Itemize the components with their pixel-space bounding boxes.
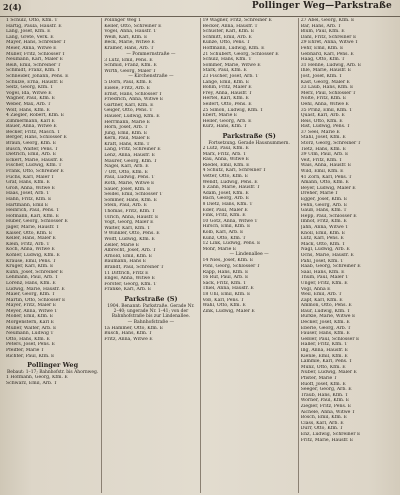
directory-entry: Kurz, Hans, Kfm. T xyxy=(202,124,247,130)
directory-entry: Lange, Emil, Kfm. E xyxy=(202,79,250,85)
directory-entry: Lämmle, Karl, Pens. T xyxy=(300,359,353,365)
directory-entry: Thum, Paul, Maler T xyxy=(300,275,349,281)
directory-entry: Schulz, Hans, Kfm. T xyxy=(202,57,252,63)
directory-entry: Weber, Max, Arb. T xyxy=(6,101,51,107)
directory-entry: Rau, Anna, Witwe E xyxy=(202,157,249,163)
directory-entry: Hirsch, Emil, Kfm. E xyxy=(202,224,251,230)
directory-entry: Peters, Josef, Pens. E xyxy=(6,342,55,348)
column-4 xyxy=(299,18,396,493)
directory-entry: Ernst, Hans, Schlosser T xyxy=(104,91,162,97)
directory-entry: Otto, Hans, Kfm. E xyxy=(6,336,50,342)
directory-entry: 14 Nies, Josef, Kfm. E xyxy=(202,258,254,264)
directory-entry: Seeger, Georg, Arb. E xyxy=(300,387,352,393)
directory-entry: 3 Lutz, Emil, Pens. E xyxy=(104,57,153,63)
directory-entry: Geiger, Otto, Pens. T xyxy=(104,108,153,114)
directory-entry: Lorenz, Hans, Kfm. E xyxy=(6,280,56,286)
directory-entry: Illg, Anna, Hausfr. E xyxy=(300,348,348,354)
directory-entry: 23 Fischer, Josef, Arb. T xyxy=(202,73,259,79)
column-1 xyxy=(4,18,102,493)
directory-entry: Dietrich, Emil, Arb. E xyxy=(6,152,57,158)
directory-entry: Merz, Paul, Schlosser T xyxy=(300,90,356,96)
directory-entry: Busch, Walter, Pens. T xyxy=(6,146,58,152)
directory-entry: Sommer, Hans, Kfm. E xyxy=(104,197,157,203)
directory-entry: Krüger, Karl, Kfm. E xyxy=(6,264,54,270)
directory-entry: Koch, Anna, Witwe E xyxy=(6,247,55,253)
directory-entry: 27 Abel, Georg, Kfm. E xyxy=(300,18,355,23)
directory-entry: Wahl, Otto, Kfm. E xyxy=(202,303,246,309)
directory-entry: Kast, Georg, Maler E xyxy=(300,79,350,85)
directory-entry: Braun, Georg, Kfm. E xyxy=(6,141,57,147)
directory-entry: Hertel, Karl, Kfm. E xyxy=(202,96,249,102)
directory-entry: 37 Seel, Marie E xyxy=(300,129,340,135)
directory-entry: Munz, Otto, Kfm. E xyxy=(300,364,346,370)
directory-entry: Walter, Karl, Kfm. T xyxy=(104,225,151,231)
section-note: Fortsetzung. Gerade Hausnummern. xyxy=(208,140,290,146)
directory-entry: Wagner, Paul, Kfm. E xyxy=(6,96,56,102)
directory-entry: Schmidt, Franz, Kfm. T xyxy=(6,68,61,74)
directory-entry: Haller, Fritz, Kfm. T xyxy=(300,342,348,348)
directory-entry: Bär, Hans, Arb. T xyxy=(300,23,341,29)
directory-entry: Kienle, Emil, Kfm. E xyxy=(300,353,348,359)
directory-entry: 25 Simon, Ludwig, Kfm. T xyxy=(202,107,264,113)
directory-entry: Traub, Hans, Kfm. T xyxy=(300,392,349,398)
directory-entry: Seifert, Otto, Pens. E xyxy=(202,101,252,107)
directory-entry: Mohr, Marie E xyxy=(202,246,237,252)
column-3 xyxy=(201,18,299,493)
directory-entry: Marx, Fritz, Arb. T xyxy=(202,151,247,157)
directory-entry: Sack, Fritz, Kfm. T xyxy=(202,280,247,286)
directory-entry: Meier, Anna, Witwe E xyxy=(6,45,57,51)
directory-entry: Vogt, Georg, Maler E xyxy=(104,220,154,226)
directory-entry: Rist, Ludwig, Pens. T xyxy=(300,124,350,130)
directory-entry: Nagel, Karl, Arb. E xyxy=(104,164,149,170)
directory-entry: Schuster, Karl, Kfm. E xyxy=(202,29,255,35)
directory-entry: 41 Zorn, Karl, Pens. T xyxy=(300,174,352,180)
directory-entry: Wirth, Georg, Maler T xyxy=(104,68,156,74)
directory-entry: Sauer, Josef, Kfm. E xyxy=(104,186,151,192)
directory-entry: Wolff, Ludwig, Kfm. E xyxy=(104,236,155,242)
directory-entry: Franke, Karl, Arb. E xyxy=(104,287,152,293)
directory-entry: Ochs, Marie, Hausfr. E xyxy=(300,252,354,258)
directory-entry: Fritz, Anna, Witwe E xyxy=(104,336,153,342)
directory-entry: Lang, Josef, Kfm. E xyxy=(6,29,51,35)
directory-entry: Busch, Hans, Kfm. T xyxy=(104,331,152,337)
directory-entry: Baur, Ludwig, Kfm. T xyxy=(300,308,351,314)
directory-entry: Seidel, Emil, Schlosser T xyxy=(104,192,163,198)
directory-entry: Köhler, Ludwig, Kfm. E xyxy=(6,252,60,258)
directory-entry: Wais, Anna, Hausfr. E xyxy=(300,163,352,169)
directory-entry: Jost, Josef, Kfm. T xyxy=(300,73,343,79)
directory-entry: Ruoff, Josef, Kfm. E xyxy=(300,381,346,387)
directory-entry: Beyer, Ludwig, Maler E xyxy=(300,185,356,191)
directory-entry: Knoll, Emil, Kfm. E xyxy=(300,230,346,236)
street-divider: — Lindenallee — xyxy=(229,252,269,258)
directory-entry: Baumann, Hans E xyxy=(104,259,147,265)
directory-entry: Mayer, Fritz, Maler E xyxy=(6,303,57,309)
directory-entry: Engel, Anna, Witwe E xyxy=(104,276,155,282)
directory-entry: Bosch, Emil, Kfm. E xyxy=(300,415,348,421)
directory-entry: Gauß, Hans, Kfm. T xyxy=(300,208,347,214)
directory-entry: Huber, Georg, Schlosser E xyxy=(6,219,68,225)
columns-container xyxy=(4,18,396,493)
directory-entry: Böhm, Fritz, Maler E xyxy=(202,85,252,91)
directory-entry: Zeller, Marie E xyxy=(104,242,140,248)
directory-entry: Kunze, Otto, Pens. T xyxy=(202,40,250,46)
directory-entry: Storz, Georg, Schreiner T xyxy=(300,141,361,147)
directory-entry: Meyer, Anna, Witwe T xyxy=(6,308,58,314)
directory-entry: Riedel, Emil, Kfm. E xyxy=(202,162,250,168)
directory-entry: Brandt, Paul, Schreiner T xyxy=(104,264,164,270)
directory-entry: Gebhard, Karl, Pens. E xyxy=(300,51,354,57)
directory-entry: 11 Dittrich, Fritz E xyxy=(104,270,149,276)
street-divider: — Kirchenstraße — xyxy=(128,74,174,80)
directory-entry: 29 Ehret, Anna, Witwe T xyxy=(300,40,359,46)
directory-entry: Müller, Walter, Arb. E xyxy=(6,325,57,331)
directory-entry: Imhof, Fritz, Kfm. E xyxy=(300,219,347,225)
directory-entry: Pfister, Marie T xyxy=(300,376,337,381)
directory-entry: Neumann, Karl, Maler E xyxy=(6,57,64,63)
directory-entry: Wild, Emil, Kfm. E xyxy=(300,169,344,175)
directory-entry: Müller, Fritz, Schlosser T xyxy=(6,51,66,57)
directory-entry: Graf, Hans, Kfm. E xyxy=(6,180,50,186)
directory-entry: Wörner, Paul, Kfm. E xyxy=(300,398,350,404)
directory-entry: Neumann, Ludwig T xyxy=(6,331,54,337)
section-note: Bebaut: 1–17; Bahnhofstr. bis Ahornweg. xyxy=(7,370,99,376)
directory-entry: 31 Henne, Ludwig, Arb. E xyxy=(300,62,362,68)
directory-entry: Mack, Otto, Kfm. T xyxy=(300,241,346,247)
directory-entry: Möller, Emil, Kfm. E xyxy=(6,314,54,320)
directory-entry: 4 Ziegler, Robert, Kfm. E xyxy=(6,113,65,119)
directory-entry: Jahn, Anna, Witwe T xyxy=(300,224,349,230)
directory-entry: Haas, Josef, Arb. T xyxy=(6,191,50,197)
directory-entry: Weil, Emil, Arb. T xyxy=(300,292,342,298)
directory-entry: Stark, Paul, Kfm. E xyxy=(202,68,247,74)
directory-entry: Dürr, Otto, Kfm. T xyxy=(300,426,343,432)
directory-entry: Fehr, Emil, Kfm. E xyxy=(300,45,344,51)
directory-entry: Ziegler, Fritz, Pens. E xyxy=(300,403,352,409)
directory-entry: Ammon, Otto, Pens. E xyxy=(300,303,352,309)
directory-entry: Eder, Paul, Maler E xyxy=(202,207,248,213)
directory-entry: Vogl, Anna E xyxy=(300,286,331,292)
column-2 xyxy=(102,18,200,493)
directory-entry: Vogel, Ida, Witwe E xyxy=(6,90,52,96)
directory-entry: Roth, Marie, Witwe E xyxy=(104,181,155,187)
directory-entry: Saal, Hans, Kfm. E xyxy=(300,269,345,275)
directory-entry: Thomas, Fritz, Kfm. T xyxy=(104,209,155,214)
directory-entry: Fritz, Marie, Hausfr. E xyxy=(300,437,354,443)
directory-entry: Kolb, Karl, Arb. E xyxy=(202,229,244,235)
directory-entry: Weiß, Karl, Kfm. E xyxy=(104,34,148,40)
directory-entry: Maurer, Georg, Kfm. T xyxy=(104,158,157,164)
directory-entry: Richter, Paul, Kfm. E xyxy=(6,353,55,359)
directory-entry: Bürkle, Marie, Witwe E xyxy=(300,314,356,320)
directory-entry: Kuhn, Josef, Schreiner E xyxy=(6,269,64,275)
directory-entry: Vetter, Otto, Kfm. E xyxy=(202,174,249,180)
page-header xyxy=(0,0,400,17)
directory-entry: Dreher, Marie T xyxy=(300,191,338,197)
directory-entry: 5 Dorn, Paul, Kfm. E xyxy=(104,80,152,86)
directory-entry: Schwarz, Emil, Arb. T xyxy=(6,381,57,387)
directory-entry: 19 Wagner, Fritz, Schreiner E xyxy=(202,18,272,23)
directory-entry: Fauser, Hans, Kfm. E xyxy=(300,331,350,337)
directory-entry: Enz, Ludwig, Schreiner E xyxy=(300,431,361,437)
directory-entry: 39 Ulm, Paul, Arb. E xyxy=(300,152,349,158)
directory-entry: Förster, Georg, Kfm. T xyxy=(104,281,157,287)
directory-entry: Gärtner, Karl, Kfm. E xyxy=(104,102,154,108)
directory-entry: Class, Karl, Arb. E xyxy=(300,420,344,426)
directory-entry: Nolte, Fritz, Kfm. E xyxy=(300,96,347,102)
directory-entry: Maier, Georg, Kfm. T xyxy=(6,292,55,298)
directory-entry: Beck, Marie, Witwe E xyxy=(104,40,155,46)
directory-entry: Paul, Ludwig, Pens. T xyxy=(104,175,155,181)
directory-entry: Bauer, Anna, Witwe E xyxy=(6,124,57,130)
directory-entry: Egger, Josef, Kfm. E xyxy=(300,197,348,202)
directory-entry: Ludwig, Marie, Hausfr. E xyxy=(6,286,65,292)
directory-entry: Keller, Otto, Schreiner E xyxy=(104,23,162,29)
directory-entry: 33 Laub, Hans, Kfm. E xyxy=(300,85,354,91)
directory-entry: Bach, Georg, Arb. E xyxy=(202,196,250,202)
directory-entry: Sommer, Marie, Witwe E xyxy=(202,62,261,68)
directory-entry: Zapf, Karl, Kfm. E xyxy=(300,297,343,303)
directory-entry: Amann, Otto, Kfm. E xyxy=(300,180,349,186)
directory-entry: 9 Winkler, Otto, Pens. E xyxy=(104,231,160,237)
directory-entry: Thiel, Anna, Hausfr. E xyxy=(202,286,254,292)
directory-entry: Pollinger Weg 1 xyxy=(104,18,141,23)
directory-entry: Becker, Anna, Hausfr. T xyxy=(202,23,258,29)
directory-entry: 8 Dietz, Hans, Kfm. T xyxy=(202,202,253,208)
directory-entry: Aichele, Anna, Witwe T xyxy=(300,409,355,415)
directory-entry: Becker, Fritz, Masch. T xyxy=(6,129,61,135)
directory-entry: 1 Hofmann, Georg, Kfm. E xyxy=(6,375,68,381)
directory-entry: Stein, Paul, Arb. E xyxy=(104,203,148,209)
directory-entry: Voß, Karl, Pens. T xyxy=(202,297,244,303)
directory-entry: Lang, Grete, Verk. E xyxy=(6,34,54,40)
directory-entry: Vogel, Anna, Hausfr. T xyxy=(104,29,157,35)
directory-entry: Hartig, Paula, Hausfr. E xyxy=(6,23,62,29)
directory-entry: Schneider, Johann, Pens. E xyxy=(6,73,69,79)
directory-entry: Hahn, Fritz, Kfm. E xyxy=(6,197,52,202)
directory-entry: 6 Zahn, Marie, Hausfr. T xyxy=(202,185,260,191)
directory-entry: Mayer, Hans, Schreiner T xyxy=(6,40,66,46)
directory-entry: Eberle, Georg, Arb. T xyxy=(300,325,351,331)
directory-entry: Krause, Emil, Pens. T xyxy=(6,258,56,264)
directory-entry: Nuber, Ludwig, Maler E xyxy=(300,370,357,376)
directory-entry: Herrmann, Marie E xyxy=(104,119,150,125)
directory-entry: Pohl, Georg, Schlosser T xyxy=(202,263,260,269)
directory-entry: Reis, Otto, Kfm. E xyxy=(300,118,343,124)
directory-entry: Kunz, Otto, Kfm. T xyxy=(202,235,246,241)
directory-entry: Fischer, Ludwig, Kfm. T xyxy=(6,163,62,169)
directory-entry: Fink, Fritz, Kfm. E xyxy=(202,213,246,219)
directory-entry: 10 Götz, Anna, Witwe T xyxy=(202,218,258,224)
directory-entry: 2 Lutz, Paul, Kfm. E xyxy=(202,146,249,152)
directory-entry: Seitz, Georg, Kfm. T xyxy=(6,85,54,91)
directory-entry: Zimmermann, Karl E xyxy=(6,118,55,124)
directory-entry: Kaiser, Otto, Kfm. E xyxy=(6,230,53,236)
directory-entry: 1a Hammer, Otto, Kfm. E xyxy=(104,325,164,331)
directory-entry: Hoffmann, Ludwig, Kfm. E xyxy=(202,45,265,51)
directory-entry: Reiß, Emil, Schreiner T xyxy=(6,62,61,68)
directory-entry: Pfeiffer, Marie T xyxy=(6,348,44,354)
directory-entry: Adam, Josef, Kfm. E xyxy=(202,190,249,196)
directory-entry: Kraft, Hans, Kfm. T xyxy=(104,141,150,147)
directory-entry: Horn, Josef, Arb. T xyxy=(104,125,148,131)
directory-entry: 7 Ott, Otto, Kfm. E xyxy=(104,169,148,175)
directory-entry: Geßler, Paul, Schlosser E xyxy=(300,336,360,342)
directory-entry: 35 Prinz, Emil, Kfm. T xyxy=(300,107,353,113)
directory-entry: 16 Ruf, Paul, Arb. E xyxy=(202,275,249,281)
directory-entry: Veit, Fritz, Kfm. T xyxy=(300,157,343,163)
directory-entry: Lang, Fritz, Schreiner E xyxy=(104,147,161,153)
directory-entry: Berger, Hans, Schlosser E xyxy=(6,135,67,141)
directory-entry: Ihle, Marie, Hausfr. E xyxy=(300,68,352,74)
street-divider: — Pommernstraße — xyxy=(126,51,176,57)
directory-entry: Hauser, Ludwig, Kfm. E xyxy=(104,113,160,119)
directory-entry: Nagl, Ludwig, Arb. E xyxy=(300,247,350,253)
directory-entry: Albrecht, Josef, Arb. T xyxy=(104,248,156,254)
directory-entry: Blum, Paul, Kfm. E xyxy=(300,29,345,35)
directory-entry: Heinrich, Paul, Pens. T xyxy=(6,208,60,214)
directory-entry: Lutz, Karl, Pens. E xyxy=(300,236,344,242)
directory-entry: Jung, Emil, Kfm. E xyxy=(104,130,148,136)
directory-entry: Lenz, Anna, Hausfr. E xyxy=(104,153,155,159)
directory-entry: Heller, Georg, Arb. E xyxy=(202,118,252,124)
street-divider: — Bahnhofstraße — xyxy=(127,319,175,325)
directory-entry: Hepp, Paul, Schlosser E xyxy=(300,213,357,219)
directory-entry: Quast, Karl, Arb. E xyxy=(300,113,345,119)
directory-entry: Ulrich, Anna, Hausfr. E xyxy=(104,214,159,220)
section-heading: Pollinger Weg xyxy=(27,361,79,370)
directory-entry: Raab, Georg, Schreiner E xyxy=(300,264,361,270)
directory-entry: Hartmann, Emil E xyxy=(6,202,49,208)
directory-entry: Klein, Fritz, Arb. T xyxy=(6,241,50,247)
directory-entry: Unger, Fritz, Kfm. E xyxy=(300,280,348,286)
directory-entry: Rapp, Hans, Kfm. E xyxy=(202,269,249,275)
directory-entry: Schmitt, Emil, Arb. E xyxy=(202,34,252,40)
directory-entry: Oehl, Anna, Witwe E xyxy=(300,101,349,107)
directory-entry: Frank, Otto, Schreiner E xyxy=(6,169,64,175)
directory-entry: Dahl, Fritz, Schreiner E xyxy=(300,34,357,40)
directory-entry: Martin, Otto, Schlosser E xyxy=(6,297,66,303)
directory-entry: Ebert, Marie E xyxy=(202,113,238,119)
directory-entry: Kern, Paul, Maler E xyxy=(104,136,150,142)
page-number: 2(4) xyxy=(3,2,22,12)
directory-entry: 4 Schütz, Karl, Schreiner T xyxy=(202,168,266,174)
directory-entry: Eisele, Fritz, Arb. E xyxy=(104,85,151,91)
directory-entry: Pahl, Josef, Kfm. T xyxy=(300,258,344,264)
directory-entry: Stahl, Josef, Kfm. E xyxy=(300,135,346,141)
directory-entry: Schmid, Franz, Kfm. E xyxy=(104,63,157,69)
directory-entry: Tietz, Hans, Kfm. E xyxy=(300,146,346,152)
directory-entry: Lehmann, Paul, Arb. T xyxy=(6,275,59,281)
directory-entry: Morgenstern, Karl E xyxy=(6,320,54,326)
directory-entry: Schulze, Erna, Hausfr. E xyxy=(6,79,64,85)
directory-entry: 1 Schulz, Otto, Kfm. T xyxy=(6,18,58,23)
directory-entry: Jäger, Marie, Hausfr. T xyxy=(6,224,60,230)
directory-entry: Decker, Josef, Kfm. E xyxy=(300,320,350,326)
directory-entry: Keller, Hans, Maler E xyxy=(6,236,56,242)
directory-entry: Wolf, Hans, Kfm. E xyxy=(6,107,50,113)
section-heading: Parkstraße (S) xyxy=(124,294,178,303)
directory-entry: 21 Schubert, Georg, Schlosser E xyxy=(202,51,279,57)
directory-entry: Zink, Ludwig, Maler E xyxy=(202,308,255,314)
directory-entry: Fehn, Georg, Arb. E xyxy=(300,202,348,208)
directory-entry: Hofmann, Karl, Kfm. E xyxy=(6,213,59,219)
running-head: Pollinger Weg—Parkstraße xyxy=(251,1,392,11)
section-heading: Parkstraße (S) xyxy=(222,131,276,140)
directory-entry: 18 Uhl, Emil, Kfm. E xyxy=(202,291,251,297)
directory-entry: Friedrich, Anna, Witwe E xyxy=(104,97,164,103)
directory-entry: Wendt, Ludwig, Pens. E xyxy=(202,179,258,185)
directory-entry: Arnold, Emil, Kfm. E xyxy=(104,253,153,259)
directory-entry: Krämer, Hans, Arb. T xyxy=(104,45,154,51)
directory-entry: Eckert, Marie, Hausfr. E xyxy=(6,157,63,163)
section-note: 1904. Benannt: Parkstraße. Gerade Nr. 2–40; ungerade Nr. 1–41; von der Bahnhofstraße bis zur Lindenallee. xyxy=(107,303,195,320)
directory-entry: 12 Link, Ludwig, Pens. E xyxy=(202,241,261,247)
directory-entry: Fuchs, Karl, Maler T xyxy=(6,174,55,180)
directory-entry: Groß, Anna, Witwe E xyxy=(6,185,55,191)
directory-entry: Haag, Otto, Kfm. T xyxy=(300,57,345,63)
directory-entry: Frey, Anna, Hausfr. T xyxy=(202,90,252,96)
